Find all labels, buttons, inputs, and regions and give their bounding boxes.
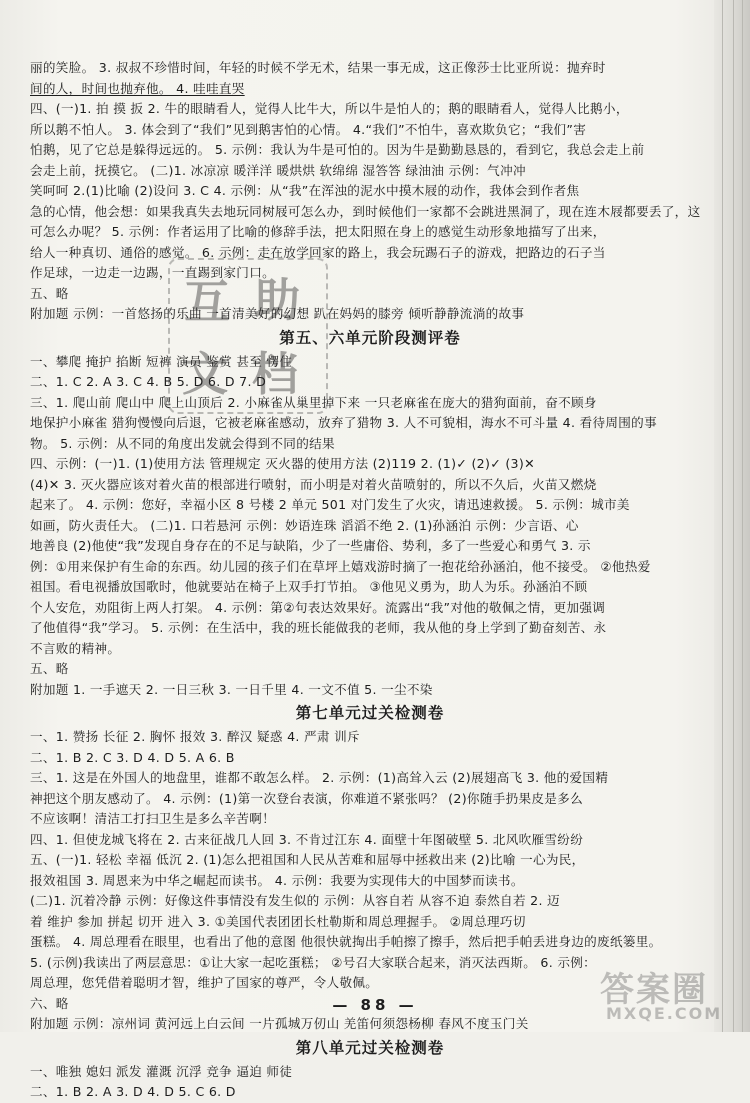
answer-line: 一、1. 赞扬 长征 2. 胸怀 报效 3. 醉汉 疑惑 4. 严肃 训斥 [30,729,360,744]
answer-line: 起来了。 4. 示例：您好，幸福小区 8 号楼 2 单元 501 对门发生了火灾，请迅速救援。 5. 示例：城市美 [30,497,630,512]
stamp-char: 互 [184,275,230,329]
answer-line: 不言败的精神。 [30,640,121,656]
answer-line: 四、示例：(一)1. (1)使用方法 管理规定 灭火器的使用方法 (2)119 2. (1)✓ (2)✓ (3)✕ [30,456,535,471]
answer-line: 周总理，您凭借着聪明才智，维护了国家的尊严，令人敬佩。 [30,975,379,990]
stamp-char: 文 [182,347,228,401]
page-number: — 88 — [332,996,418,1014]
answer-line: 物。 5. 示例：从不同的角度出发就会得到不同的结果 [30,435,335,451]
answer-line: 六、略 [30,995,69,1011]
section-heading: 第七单元过关检测卷 [295,704,445,722]
answer-line: 一、攀爬 掩护 掐断 短裤 演员 鉴赏 甚至 愣住 [30,353,293,369]
answer-line: 附加题 示例：凉州词 黄河远上白云间 一片孤城万仞山 羌笛何须怨杨柳 春风不度玉门关 [30,1016,529,1031]
answer-line: 间的人，时间也抛弃他。 4. 哇哇直哭 [30,80,245,96]
section-heading: 第五、六单元阶段测评卷 [279,328,461,347]
answer-line: 作足球，一边走一边踢，一直踢到家门口。 [30,265,275,280]
answer-line: 急的心情，他会想：如果我真失去地玩同树屐可怎么办，到时候他们一家都不会跳进黑洞了，现在连木屐都要丢了，这 [30,203,701,219]
answer-line: 着 维护 参加 拼起 切开 进入 3. ①美国代表团团长杜勒斯和周总理握手。 ②周总理巧切 [30,913,526,929]
answer-line: 报效祖国 3. 周恩来为中华之崛起而读书。 4. 示例：我要为实现伟大的中国梦而读书。 [30,872,524,888]
answer-line: 了他值得“我”学习。 5. 示例：在生活中，我的班长能做我的老师，我从他的身上学到了勤奋刻苦、永 [30,620,607,635]
answer-line: 祖国。看电视播放国歌时，他就要站在椅子上双手打节拍。 ③他见义勇为，助人为乐。孙涵泊不顾 [30,579,588,594]
answer-line: 神把这个朋友感动了。 4. 示例：(1)第一次登台表演，你难道不紧张吗？ (2)你随手扔果皮是多么 [30,790,583,806]
answer-line: 五、(一)1. 轻松 幸福 低沉 2. (1)怎么把祖国和人民从苦难和屈辱中拯救出来 (2)比喻 一心为民， [30,852,585,867]
answer-line: (二)1. 沉着冷静 示例：好像这件事情没有发生似的 示例：从容自若 从容不迫 泰然自若 2. 迈 [30,893,560,908]
answer-line: (4)✕ 3. 灭火器应该对着火苗的根部进行喷射，而小明是对着火苗喷射的，所以不久后，火苗又燃烧 [30,476,597,492]
answer-line: 三、1. 爬山前 爬山中 爬上山顶后 2. 小麻雀从巢里掉下来 一只老麻雀在庞大的猎狗面前，奋不顾身 [30,394,597,410]
answer-line: 地善良 (2)他使“我”发现自身存在的不足与缺陷，少了一些庸俗、势利，多了一些爱心和勇气 3. 示 [30,538,591,553]
page-binding-edge [714,0,750,1032]
answer-line: 地保护小麻雀 猎狗慢慢向后退，它被老麻雀感动，放弃了猎物 3. 人不可貌相，海水不可斗量 4. 看待周围的事 [30,415,657,430]
stamp-char: 档 [252,347,298,401]
answer-line: 笑呵呵 2.(1)比喻 (2)设问 3. C 4. 示例：从“我”在浑浊的泥水中摸木屐的动作，我体会到作者焦 [30,183,580,198]
answer-line: 给人一种真切、通俗的感觉。 6. 示例：走在放学回家的路上，我会玩踢石子的游戏，把路边的石子当 [30,244,606,260]
answer-line: 5. (示例)我读出了两层意思：①让大家一起吃蛋糕； ②号召大家联合起来，消灭法西斯。 6. 示例： [30,954,597,970]
answer-line: 五、略 [30,661,69,676]
answer-line: 四、(一)1. 拍 摸 扳 2. 牛的眼睛看人，觉得人比牛大，所以牛是怕人的；鹅的眼睛看人，觉得人比鹅小， [30,101,629,116]
answer-line: 个人安危，劝阻街上两人打架。 4. 示例：第②句表达效果好。流露出“我”对他的敬佩之情，更加强调 [30,599,606,615]
answer-line: 五、略 [30,285,69,301]
answer-line: 三、1. 这是在外国人的地盘里，谁都不敢怎么样。 2. 示例：(1)高耸入云 (2)展翅高飞 3. 他的爱国精 [30,770,609,785]
answer-line: 二、1. B 2. A 3. D 4. D 5. C 6. D [30,1084,236,1099]
answer-line: 附加题 示例：一首悠扬的乐曲 一首清美好的幻想 趴在妈妈的膝旁 倾听静静流淌的故事 [30,306,525,321]
section-heading: 第八单元过关检测卷 [295,1038,445,1057]
answer-line: 例：①用来保护有生命的东西。幼儿园的孩子们在草坪上嬉戏游时摘了一抱花给孙涵泊，他不接受。 ②他热爱 [30,558,651,574]
stamp-char: 助 [254,273,300,327]
answer-line: 可怎么办呢？ 5. 示例：作者运用了比喻的修辞手法，把太阳照在身上的感觉生动形象地描写了出来， [30,224,606,239]
answer-line: 丽的笑脸。 3. 叔叔不珍惜时间，年轻的时候不学无术，结果一事无成，这正像莎士比亚所说：抛弃时 [30,60,606,75]
site-watermark [594,962,723,1026]
answer-line: 怕鹅，见了它总是躲得远远的。 5. 示例：我认为牛是可怕的。因为牛是勤勤恳恳的，看到它，我总会走上前 [30,142,645,157]
answer-line: 如画，防火责任大。 (二)1. 口若悬河 示例：妙语连珠 滔滔不绝 2. (1)孙涵泊 示例：少言语、心 [30,517,579,533]
answer-line: 会走上前，抚摸它。 (二)1. 冰凉凉 暖洋洋 暖烘烘 软绵绵 湿答答 绿油油 示例：气冲冲 [30,162,526,178]
answer-line: 二、1. C 2. A 3. C 4. B 5. D 6. D 7. D [30,374,267,389]
answer-line: 蛋糕。 4. 周总理看在眼里，也看出了他的意图 他很快就掏出手帕擦了擦手，然后把手帕丢进身边的废纸篓里。 [30,934,662,949]
stamp-watermark [168,258,328,414]
answer-line: 二、1. B 2. C 3. D 4. D 5. A 6. B [30,749,235,765]
watermark-url-text: MXQE.COM [606,1004,723,1023]
answer-line: 不应该啊！清洁工打扫卫生是多么辛苦啊！ [30,811,275,826]
answer-line: 附加题 1. 一手遮天 2. 一日三秋 3. 一日千里 4. 一文不值 5. 一尘不染 [30,681,433,697]
watermark-logo-text: 答案圈 [600,970,708,1010]
answer-text-body [30,58,710,1103]
answer-line: 一、唯独 媳妇 派发 灌溉 沉浮 竞争 逼迫 师徒 [30,1063,293,1079]
answer-line: 四、1. 但使龙城飞将在 2. 古来征战几人回 3. 不肯过江东 4. 面壁十年图破壁 5. 北风吹雁雪纷纷 [30,831,584,847]
answer-line: 所以鹅不怕人。 3. 体会到了“我们”见到鹅害怕的心情。 4.“我们”不怕牛，喜欢欺负它；“我们”害 [30,121,587,137]
